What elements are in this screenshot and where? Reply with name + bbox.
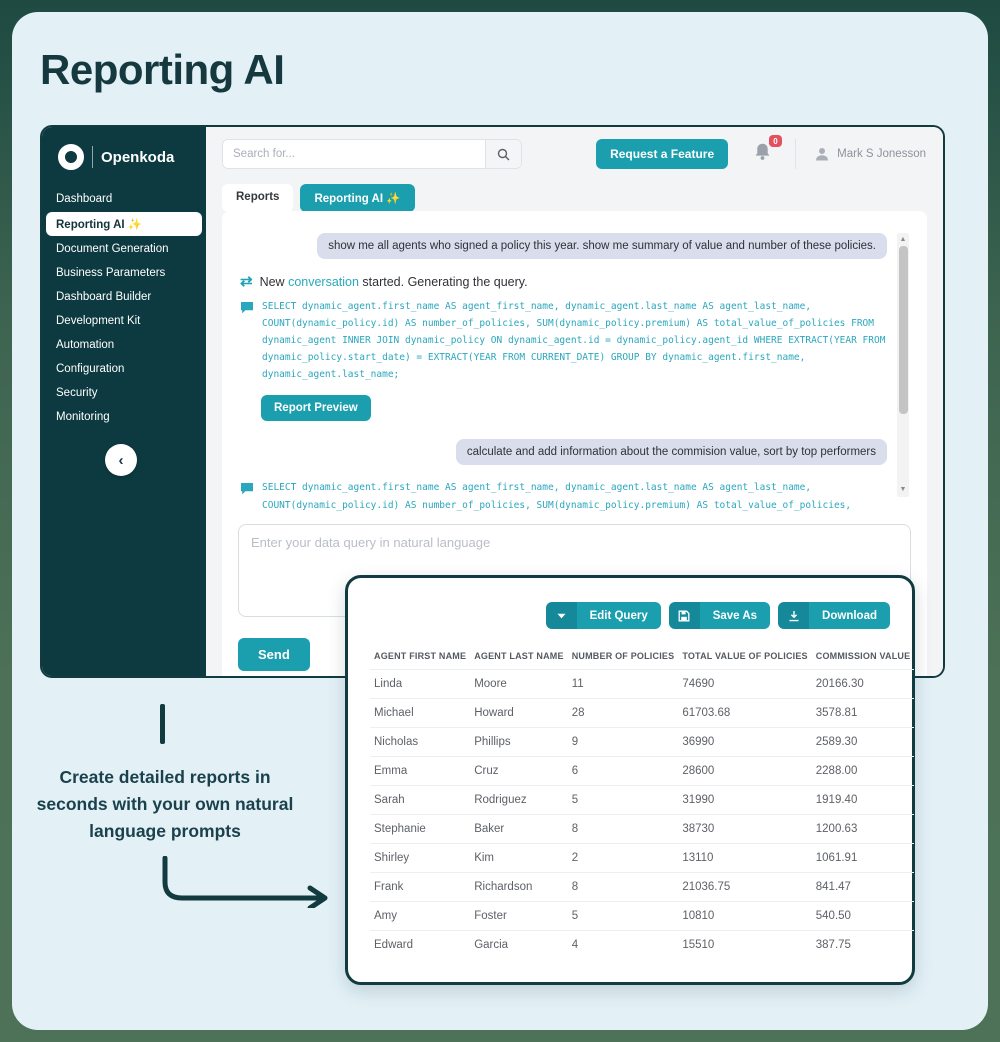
openkoda-logo-icon	[58, 144, 84, 170]
send-button[interactable]: Send	[238, 638, 310, 671]
column-header[interactable]: TOTAL VALUE OF POLICIES	[682, 651, 808, 661]
brand-name: Openkoda	[101, 148, 175, 166]
table-cell: 38730	[678, 815, 811, 844]
chat-bubble-icon	[240, 301, 254, 314]
search-group	[222, 139, 522, 169]
table-row	[370, 844, 914, 873]
table-cell: Kim	[470, 844, 568, 873]
chat-scrollbar[interactable]	[897, 233, 909, 497]
chat-history	[238, 211, 911, 514]
annotation-tick-mark	[160, 704, 165, 744]
table-cell: Garcia	[470, 931, 568, 960]
table-cell: 8	[568, 815, 679, 844]
table-cell: 28	[568, 699, 679, 728]
table-cell: Edward	[370, 931, 470, 960]
request-feature-button[interactable]: Request a Feature	[596, 139, 728, 169]
table-cell: Howard	[470, 699, 568, 728]
download-icon	[778, 602, 809, 629]
table-cell: 2288.00	[812, 757, 915, 786]
table-cell: Cruz	[470, 757, 568, 786]
search-input[interactable]	[223, 140, 485, 168]
sql-query-text: SELECT dynamic_agent.first_name AS agent_first_name, dynamic_agent.last_name AS agent_last_name, COUNT(dynamic_policy.id) AS number_of_policies, SUM(dynamic_policy.premium) AS total_value_of_policies,	[262, 482, 852, 511]
report-preview-panel	[345, 575, 915, 985]
topbar-divider	[795, 139, 796, 169]
table-cell: Rodriguez	[470, 786, 568, 815]
sidebar-item-dashboard-builder[interactable]: Dashboard Builder	[56, 291, 152, 303]
table-cell: Frank	[370, 873, 470, 902]
sidebar-item-automation[interactable]: Automation	[56, 339, 115, 351]
report-toolbar	[370, 602, 890, 629]
chevron-left-icon: ‹	[118, 451, 124, 469]
sql-response	[240, 298, 887, 383]
table-cell: 13110	[678, 844, 811, 873]
tab-reporting-ai[interactable]: Reporting AI ✨	[300, 184, 414, 212]
table-row	[370, 757, 914, 786]
page-title: Reporting AI	[40, 46, 285, 93]
table-cell: Emma	[370, 757, 470, 786]
column-header[interactable]: AGENT FIRST NAME	[374, 651, 467, 661]
table-row	[370, 815, 914, 844]
report-table	[370, 642, 914, 959]
table-cell: 387.75	[812, 931, 915, 960]
search-button[interactable]	[485, 140, 521, 168]
column-header[interactable]: NUMBER OF POLICIES	[571, 651, 675, 661]
sidebar-menu	[42, 188, 206, 428]
table-header-row	[370, 642, 914, 670]
table-cell: 10810	[678, 902, 811, 931]
table-cell: 11	[568, 670, 679, 699]
table-cell: 1200.63	[812, 815, 915, 844]
save-icon	[669, 602, 700, 629]
swap-arrows-icon: ⇄	[240, 273, 253, 290]
table-cell: 4	[568, 931, 679, 960]
report-preview-button[interactable]: Report Preview	[261, 395, 371, 421]
sidebar-collapse-button[interactable]	[105, 444, 137, 476]
annotation-arrow-icon	[158, 856, 336, 908]
table-cell: 9	[568, 728, 679, 757]
brand-divider	[92, 146, 93, 168]
table-cell: Phillips	[470, 728, 568, 757]
scroll-down-icon[interactable]: ▼	[899, 486, 907, 493]
download-button[interactable]	[778, 602, 890, 629]
table-cell: 540.50	[812, 902, 915, 931]
sql-query-text: SELECT dynamic_agent.first_name AS agent_first_name, dynamic_agent.last_name AS agent_last_name, COUNT(dynamic_policy.id) AS number_of_policies, SUM(dynamic_policy.premium) AS total_value_of_policies FROM dynamic_agent INNER JOIN dynamic_policy ON dynamic_agent.id = dynamic_policy.agent_id WHERE EXTRACT(YEAR FROM dynamic_policy.start_date) = EXTRACT(YEAR FROM CURRENT_DATE) GROUP BY dynamic_agent.first_name, dynamic_agent.last_name;	[262, 301, 886, 381]
table-cell: 20166.30	[812, 670, 915, 699]
table-row	[370, 902, 914, 931]
column-header[interactable]: COMMISSION VALUE	[815, 651, 911, 661]
status-text: New conversation started. Generating the query.	[259, 274, 528, 289]
table-cell: Richardson	[470, 873, 568, 902]
scrollbar-thumb[interactable]	[899, 246, 908, 414]
table-cell: Moore	[470, 670, 568, 699]
search-icon	[497, 148, 510, 161]
table-row	[370, 728, 914, 757]
tab-bar	[206, 169, 943, 212]
table-cell: 1919.40	[812, 786, 915, 815]
table-cell: 841.47	[812, 873, 915, 902]
table-cell: Foster	[470, 902, 568, 931]
column-header[interactable]: AGENT LAST NAME	[474, 651, 564, 661]
table-cell: 61703.68	[678, 699, 811, 728]
sidebar-item-business-parameters[interactable]: Business Parameters	[56, 267, 166, 279]
table-cell: 5	[568, 786, 679, 815]
notification-badge: 0	[769, 135, 782, 147]
table-cell: Sarah	[370, 786, 470, 815]
table-row	[370, 670, 914, 699]
sidebar-item-security[interactable]: Security	[56, 387, 98, 399]
sidebar	[42, 127, 206, 676]
save-as-label: Save As	[700, 602, 770, 629]
scroll-up-icon[interactable]: ▲	[899, 236, 907, 243]
user-name: Mark S Jonesson	[837, 148, 926, 160]
table-cell: Shirley	[370, 844, 470, 873]
user-menu[interactable]	[814, 146, 926, 162]
brand	[42, 127, 206, 178]
table-cell: 2589.30	[812, 728, 915, 757]
chat-bubble-icon	[240, 482, 254, 495]
sidebar-item-document-generation[interactable]: Document Generation	[56, 243, 169, 255]
edit-query-button[interactable]	[546, 602, 661, 629]
conversation-link[interactable]: conversation	[288, 274, 359, 289]
sql-response	[240, 479, 887, 513]
table-cell: 2	[568, 844, 679, 873]
user-avatar-icon	[814, 146, 830, 162]
table-cell: 31990	[678, 786, 811, 815]
annotation-text: Create detailed reports in seconds with your own natural language prompts	[36, 767, 294, 842]
table-row	[370, 931, 914, 960]
status-message	[240, 274, 887, 289]
notifications-button[interactable]	[754, 136, 778, 166]
table-cell: Amy	[370, 902, 470, 931]
tab-reports[interactable]: Reports	[222, 184, 293, 212]
table-cell: 28600	[678, 757, 811, 786]
topbar	[206, 127, 943, 169]
table-cell: 8	[568, 873, 679, 902]
sidebar-item-configuration[interactable]: Configuration	[56, 363, 125, 375]
edit-query-label: Edit Query	[577, 602, 661, 629]
table-row	[370, 873, 914, 902]
table-cell: Linda	[370, 670, 470, 699]
sidebar-item-dashboard[interactable]: Dashboard	[56, 193, 113, 205]
table-row	[370, 699, 914, 728]
table-cell: 1061.91	[812, 844, 915, 873]
table-cell: 74690	[678, 670, 811, 699]
table-cell: 5	[568, 902, 679, 931]
sidebar-item-monitoring[interactable]: Monitoring	[56, 411, 110, 423]
table-cell: 36990	[678, 728, 811, 757]
table-cell: 3578.81	[812, 699, 915, 728]
sidebar-item-reporting-ai[interactable]: Reporting AI ✨	[46, 212, 202, 236]
caret-down-icon[interactable]	[546, 602, 577, 629]
table-cell: Michael	[370, 699, 470, 728]
table-row	[370, 786, 914, 815]
download-label: Download	[809, 602, 890, 629]
table-cell: Stephanie	[370, 815, 470, 844]
sidebar-item-development-kit[interactable]: Development Kit	[56, 315, 141, 327]
table-cell: 6	[568, 757, 679, 786]
save-as-button[interactable]	[669, 602, 770, 629]
table-cell: 15510	[678, 931, 811, 960]
table-cell: 21036.75	[678, 873, 811, 902]
table-cell: Baker	[470, 815, 568, 844]
user-message: show me all agents who signed a policy this year. show me summary of value and number of these policies.	[317, 233, 887, 259]
table-cell: Nicholas	[370, 728, 470, 757]
user-message: calculate and add information about the commision value, sort by top performers	[456, 439, 887, 465]
